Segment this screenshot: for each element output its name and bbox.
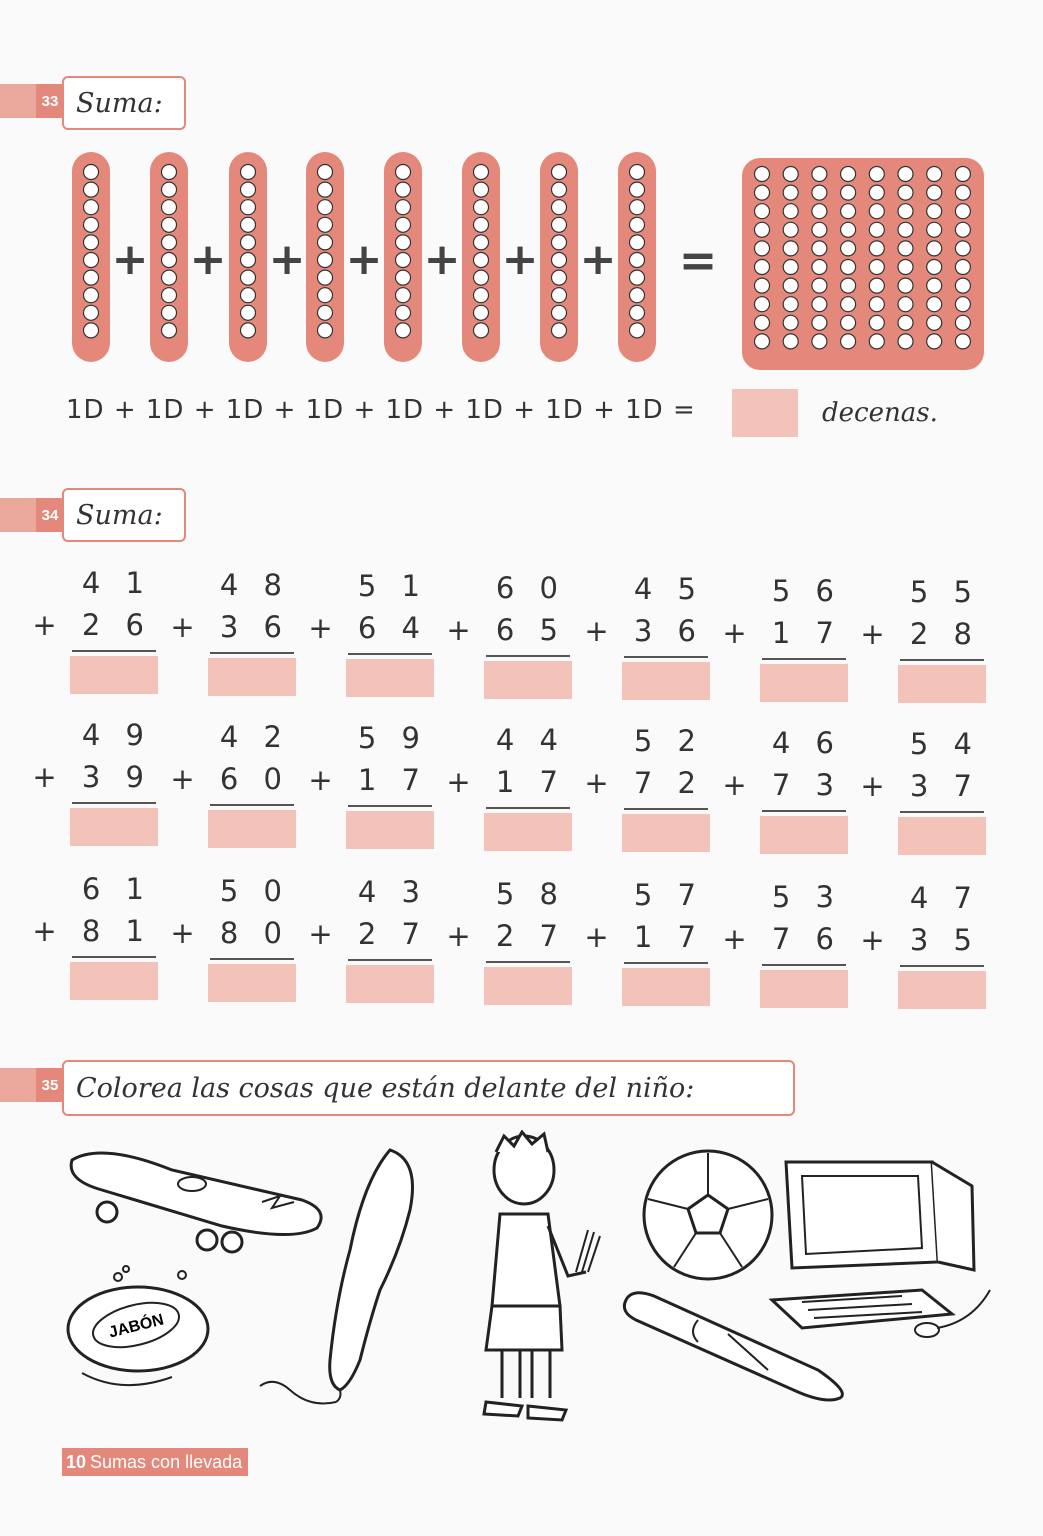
addition-problem xyxy=(32,566,158,676)
addition-problem xyxy=(860,881,986,991)
answer-slot[interactable] xyxy=(622,662,710,700)
tens-unit-label: decenas. xyxy=(822,398,938,428)
tens-row xyxy=(0,140,1043,380)
unit-bead xyxy=(396,165,411,180)
unit-bead xyxy=(927,185,942,200)
unit-bead xyxy=(898,222,913,237)
unit-bead xyxy=(755,297,770,312)
unit-bead xyxy=(841,167,856,182)
unit-bead xyxy=(552,217,567,232)
answer-slot[interactable] xyxy=(898,665,986,703)
unit-bead xyxy=(630,270,645,285)
sum-rule xyxy=(486,655,570,657)
unit-bead xyxy=(812,241,827,256)
sum-rule xyxy=(348,805,432,807)
unit-bead xyxy=(318,305,333,320)
unit-bead xyxy=(783,185,798,200)
unit-bead xyxy=(783,204,798,219)
sum-rule xyxy=(348,959,432,961)
unit-bead xyxy=(841,260,856,275)
unit-bead xyxy=(474,200,489,215)
sum-rule xyxy=(72,956,156,958)
unit-bead xyxy=(755,204,770,219)
unit-bead xyxy=(783,297,798,312)
sum-rule xyxy=(72,650,156,652)
addend-top: 4 5 xyxy=(633,572,704,606)
addend-top: 4 1 xyxy=(81,566,152,600)
equals-sign: = xyxy=(678,233,718,287)
addition-problem xyxy=(308,721,434,831)
unit-bead xyxy=(783,167,798,182)
answer-slot[interactable] xyxy=(898,971,986,1009)
sum-rule xyxy=(624,808,708,810)
unit-bead xyxy=(162,323,177,338)
addition-problem xyxy=(170,567,296,678)
answer-slot[interactable] xyxy=(484,967,572,1005)
unit-bead xyxy=(162,270,177,285)
addition-problem xyxy=(446,722,572,833)
unit-bead xyxy=(955,241,970,256)
addend-top: 4 7 xyxy=(909,881,980,915)
plus-sign: + xyxy=(345,234,383,285)
addend-bottom: + 2 7 xyxy=(308,917,428,951)
answer-slot[interactable] xyxy=(622,968,710,1006)
addend-top: 5 9 xyxy=(357,721,428,755)
unit-bead xyxy=(869,315,884,330)
addition-problem xyxy=(308,875,434,985)
balloon-icon[interactable] xyxy=(240,1140,440,1410)
unit-bead xyxy=(812,334,827,349)
unit-bead xyxy=(955,167,970,182)
addend-bottom: + 7 6 xyxy=(722,921,842,956)
unit-bead xyxy=(955,334,970,349)
exercise-34-bar xyxy=(0,498,36,532)
exercise-33-instruction: Suma: xyxy=(62,76,186,130)
addend-top: 6 1 xyxy=(81,872,152,906)
unit-bead xyxy=(396,182,411,197)
unit-bead xyxy=(162,235,177,250)
hundred-square xyxy=(742,158,984,370)
tens-answer-slot[interactable] xyxy=(732,389,798,437)
addend-top: 5 4 xyxy=(909,727,980,761)
answer-slot[interactable] xyxy=(346,659,434,697)
answer-slot[interactable] xyxy=(760,816,848,854)
addend-bottom: + 2 8 xyxy=(860,617,980,651)
answer-slot[interactable] xyxy=(208,658,296,696)
addend-bottom: + 6 4 xyxy=(308,611,428,645)
unit-bead xyxy=(869,222,884,237)
unit-bead xyxy=(474,323,489,338)
unit-bead xyxy=(869,260,884,275)
unit-bead xyxy=(755,278,770,293)
unit-bead xyxy=(241,165,256,180)
unit-bead xyxy=(927,334,942,349)
unit-bead xyxy=(841,222,856,237)
unit-bead xyxy=(162,182,177,197)
unit-bead xyxy=(755,334,770,349)
addend-top: 4 3 xyxy=(357,875,428,909)
unit-bead xyxy=(841,278,856,293)
addition-problem xyxy=(170,719,296,830)
boy-icon[interactable] xyxy=(456,1130,606,1425)
unit-bead xyxy=(898,167,913,182)
addend-bottom: + 6 0 xyxy=(170,761,290,796)
answer-slot[interactable] xyxy=(484,813,572,851)
addition-problem xyxy=(860,575,986,685)
sum-rule xyxy=(210,958,294,960)
sum-rule xyxy=(762,658,846,660)
unit-bead xyxy=(841,334,856,349)
addend-top: 4 9 xyxy=(81,718,152,752)
answer-slot[interactable] xyxy=(760,664,848,702)
unit-bead xyxy=(474,235,489,250)
addend-bottom: + 2 7 xyxy=(446,918,566,953)
unit-bead xyxy=(241,288,256,303)
addition-problem xyxy=(170,873,296,984)
unit-bead xyxy=(630,200,645,215)
unit-bead xyxy=(318,235,333,250)
unit-bead xyxy=(84,305,99,320)
unit-bead xyxy=(841,297,856,312)
unit-bead xyxy=(84,323,99,338)
unit-bead xyxy=(783,241,798,256)
unit-bead xyxy=(755,167,770,182)
unit-bead xyxy=(474,270,489,285)
addend-bottom: + 3 6 xyxy=(170,609,290,644)
exercise-35-instruction: Colorea las cosas que están delante del niño: xyxy=(62,1060,795,1116)
answer-slot[interactable] xyxy=(346,965,434,1003)
addend-bottom: + 7 2 xyxy=(584,766,704,800)
unit-bead xyxy=(869,334,884,349)
unit-bead xyxy=(898,204,913,219)
tens-equation: 1D + 1D + 1D + 1D + 1D + 1D + 1D + 1D = xyxy=(66,395,696,425)
unit-bead xyxy=(630,217,645,232)
unit-bead xyxy=(318,288,333,303)
unit-bead xyxy=(783,260,798,275)
sum-rule xyxy=(72,802,156,804)
plus-sign: + xyxy=(423,234,461,285)
unit-bead xyxy=(552,182,567,197)
addition-problem xyxy=(722,573,848,684)
addend-bottom: + 1 7 xyxy=(308,763,428,797)
soap-icon[interactable] xyxy=(62,1265,222,1405)
unit-bead xyxy=(396,323,411,338)
unit-bead xyxy=(869,297,884,312)
unit-bead xyxy=(162,305,177,320)
unit-bead xyxy=(812,315,827,330)
answer-slot[interactable] xyxy=(208,810,296,848)
plus-sign: + xyxy=(111,234,149,285)
unit-bead xyxy=(927,204,942,219)
addend-top: 5 3 xyxy=(771,879,842,914)
unit-bead xyxy=(474,288,489,303)
soap-label: JABÓN xyxy=(107,1311,166,1342)
exercise-33-bar xyxy=(0,84,36,118)
unit-bead xyxy=(241,235,256,250)
unit-bead xyxy=(241,323,256,338)
addition-problem xyxy=(446,570,572,681)
unit-bead xyxy=(318,323,333,338)
unit-bead xyxy=(841,315,856,330)
unit-bead xyxy=(898,315,913,330)
addend-top: 4 6 xyxy=(771,725,842,760)
unit-bead xyxy=(869,204,884,219)
sum-rule xyxy=(486,961,570,963)
unit-bead xyxy=(162,288,177,303)
sum-rule xyxy=(762,810,846,812)
sum-rule xyxy=(348,653,432,655)
sum-rule xyxy=(624,962,708,964)
unit-bead xyxy=(84,235,99,250)
unit-bead xyxy=(812,167,827,182)
unit-bead xyxy=(630,288,645,303)
unit-bead xyxy=(812,185,827,200)
unit-bead xyxy=(396,270,411,285)
unit-bead xyxy=(318,217,333,232)
unit-bead xyxy=(755,222,770,237)
unit-bead xyxy=(955,222,970,237)
sum-rule xyxy=(486,807,570,809)
unit-bead xyxy=(241,200,256,215)
unit-bead xyxy=(841,185,856,200)
addend-top: 6 0 xyxy=(495,570,566,605)
addition-problem xyxy=(584,878,710,988)
unit-bead xyxy=(955,297,970,312)
plus-sign: + xyxy=(189,234,227,285)
unit-bead xyxy=(927,222,942,237)
unit-bead xyxy=(552,200,567,215)
ball-icon[interactable] xyxy=(638,1145,778,1285)
unit-bead xyxy=(812,260,827,275)
unit-bead xyxy=(812,278,827,293)
unit-bead xyxy=(84,182,99,197)
addition-problem xyxy=(860,727,986,837)
sum-rule xyxy=(210,652,294,654)
addend-bottom: + 3 7 xyxy=(860,769,980,803)
unit-bead xyxy=(630,253,645,268)
unit-bead xyxy=(955,204,970,219)
addend-top: 5 5 xyxy=(909,575,980,609)
unit-bead xyxy=(927,167,942,182)
answer-slot[interactable] xyxy=(622,814,710,852)
addend-bottom: + 3 5 xyxy=(860,923,980,957)
answer-slot[interactable] xyxy=(346,811,434,849)
addition-problem xyxy=(32,718,158,828)
sum-rule xyxy=(624,656,708,658)
unit-bead xyxy=(630,182,645,197)
exercise-35-bar xyxy=(0,1068,36,1102)
unit-bead xyxy=(241,270,256,285)
unit-bead xyxy=(755,260,770,275)
unit-bead xyxy=(84,200,99,215)
addition-problem xyxy=(584,572,710,682)
unit-bead xyxy=(162,253,177,268)
unit-bead xyxy=(630,305,645,320)
plus-sign: + xyxy=(501,234,539,285)
unit-bead xyxy=(474,165,489,180)
addition-problem xyxy=(584,724,710,834)
unit-bead xyxy=(396,217,411,232)
answer-slot[interactable] xyxy=(70,808,158,846)
addition-problem xyxy=(446,876,572,987)
unit-bead xyxy=(318,200,333,215)
addend-top: 4 4 xyxy=(495,722,566,757)
page-number: 10 xyxy=(66,1451,87,1472)
unit-bead xyxy=(630,323,645,338)
plus-sign: + xyxy=(268,234,306,285)
unit-bead xyxy=(474,217,489,232)
unit-bead xyxy=(955,185,970,200)
addend-top: 5 8 xyxy=(495,876,566,911)
unit-bead xyxy=(927,297,942,312)
unit-bead xyxy=(812,204,827,219)
unit-bead xyxy=(898,241,913,256)
unit-bead xyxy=(162,200,177,215)
addition-problem xyxy=(722,879,848,990)
footer-title: Sumas con llevada xyxy=(90,1451,243,1472)
unit-bead xyxy=(552,288,567,303)
pen-icon[interactable] xyxy=(618,1280,858,1410)
addend-bottom: + 3 6 xyxy=(584,614,704,648)
unit-bead xyxy=(241,305,256,320)
unit-bead xyxy=(755,315,770,330)
unit-bead xyxy=(162,217,177,232)
addend-top: 5 0 xyxy=(219,873,290,908)
addend-top: 5 7 xyxy=(633,878,704,912)
unit-bead xyxy=(955,260,970,275)
unit-bead xyxy=(898,334,913,349)
unit-bead xyxy=(552,235,567,250)
addend-bottom: + 6 5 xyxy=(446,612,566,647)
unit-bead xyxy=(552,253,567,268)
unit-bead xyxy=(869,185,884,200)
unit-bead xyxy=(898,278,913,293)
unit-bead xyxy=(552,323,567,338)
unit-bead xyxy=(84,288,99,303)
unit-bead xyxy=(396,253,411,268)
addend-bottom: + 7 3 xyxy=(722,767,842,802)
answer-slot[interactable] xyxy=(484,661,572,699)
unit-bead xyxy=(474,305,489,320)
addend-top: 4 8 xyxy=(219,567,290,602)
unit-bead xyxy=(552,305,567,320)
unit-bead xyxy=(927,260,942,275)
unit-bead xyxy=(474,182,489,197)
sum-rule xyxy=(900,965,984,967)
unit-bead xyxy=(318,270,333,285)
unit-bead xyxy=(241,253,256,268)
unit-bead xyxy=(396,305,411,320)
answer-slot[interactable] xyxy=(70,656,158,694)
unit-bead xyxy=(84,270,99,285)
addend-bottom: + 1 7 xyxy=(722,615,842,650)
unit-bead xyxy=(898,185,913,200)
unit-bead xyxy=(84,217,99,232)
addend-bottom: + 8 1 xyxy=(32,914,152,948)
unit-bead xyxy=(241,182,256,197)
answer-slot[interactable] xyxy=(208,964,296,1002)
unit-bead xyxy=(396,235,411,250)
addend-top: 4 2 xyxy=(219,719,290,754)
exercise-34-instruction: Suma: xyxy=(62,488,186,542)
exercise-33-number: 33 xyxy=(36,84,64,118)
tens-blocks xyxy=(0,140,1043,380)
unit-bead xyxy=(318,182,333,197)
exercise-35-number: 35 xyxy=(36,1068,64,1102)
unit-bead xyxy=(162,165,177,180)
plus-sign: + xyxy=(579,234,617,285)
addend-bottom: + 1 7 xyxy=(446,764,566,799)
unit-bead xyxy=(474,253,489,268)
unit-bead xyxy=(783,278,798,293)
unit-bead xyxy=(755,185,770,200)
unit-bead xyxy=(552,270,567,285)
unit-bead xyxy=(318,253,333,268)
unit-bead xyxy=(869,167,884,182)
addend-top: 5 2 xyxy=(633,724,704,758)
unit-bead xyxy=(783,334,798,349)
unit-bead xyxy=(84,165,99,180)
addend-bottom: + 3 9 xyxy=(32,760,152,794)
unit-bead xyxy=(955,278,970,293)
unit-bead xyxy=(955,315,970,330)
unit-bead xyxy=(812,222,827,237)
unit-bead xyxy=(318,165,333,180)
addend-bottom: + 2 6 xyxy=(32,608,152,642)
unit-bead xyxy=(927,315,942,330)
unit-bead xyxy=(396,288,411,303)
sum-rule xyxy=(900,659,984,661)
unit-bead xyxy=(841,241,856,256)
unit-bead xyxy=(898,297,913,312)
unit-bead xyxy=(927,278,942,293)
sum-rule xyxy=(762,964,846,966)
unit-bead xyxy=(812,297,827,312)
unit-bead xyxy=(84,253,99,268)
unit-bead xyxy=(869,241,884,256)
sum-rule xyxy=(210,804,294,806)
unit-bead xyxy=(869,278,884,293)
addend-top: 5 6 xyxy=(771,573,842,608)
unit-bead xyxy=(927,241,942,256)
unit-bead xyxy=(755,241,770,256)
unit-bead xyxy=(783,315,798,330)
answer-slot[interactable] xyxy=(898,817,986,855)
unit-bead xyxy=(898,260,913,275)
unit-bead xyxy=(783,222,798,237)
addition-problem xyxy=(722,725,848,836)
addend-top: 5 1 xyxy=(357,569,428,603)
sum-rule xyxy=(900,811,984,813)
answer-slot[interactable] xyxy=(70,962,158,1000)
unit-bead xyxy=(552,165,567,180)
unit-bead xyxy=(630,165,645,180)
addend-bottom: + 8 0 xyxy=(170,915,290,950)
unit-bead xyxy=(630,235,645,250)
addition-problem xyxy=(308,569,434,679)
unit-bead xyxy=(841,204,856,219)
exercise-34-number: 34 xyxy=(36,498,64,532)
unit-bead xyxy=(396,200,411,215)
footer xyxy=(62,1448,248,1476)
addend-bottom: + 1 7 xyxy=(584,920,704,954)
answer-slot[interactable] xyxy=(760,970,848,1008)
addition-problem xyxy=(32,872,158,982)
unit-bead xyxy=(241,217,256,232)
